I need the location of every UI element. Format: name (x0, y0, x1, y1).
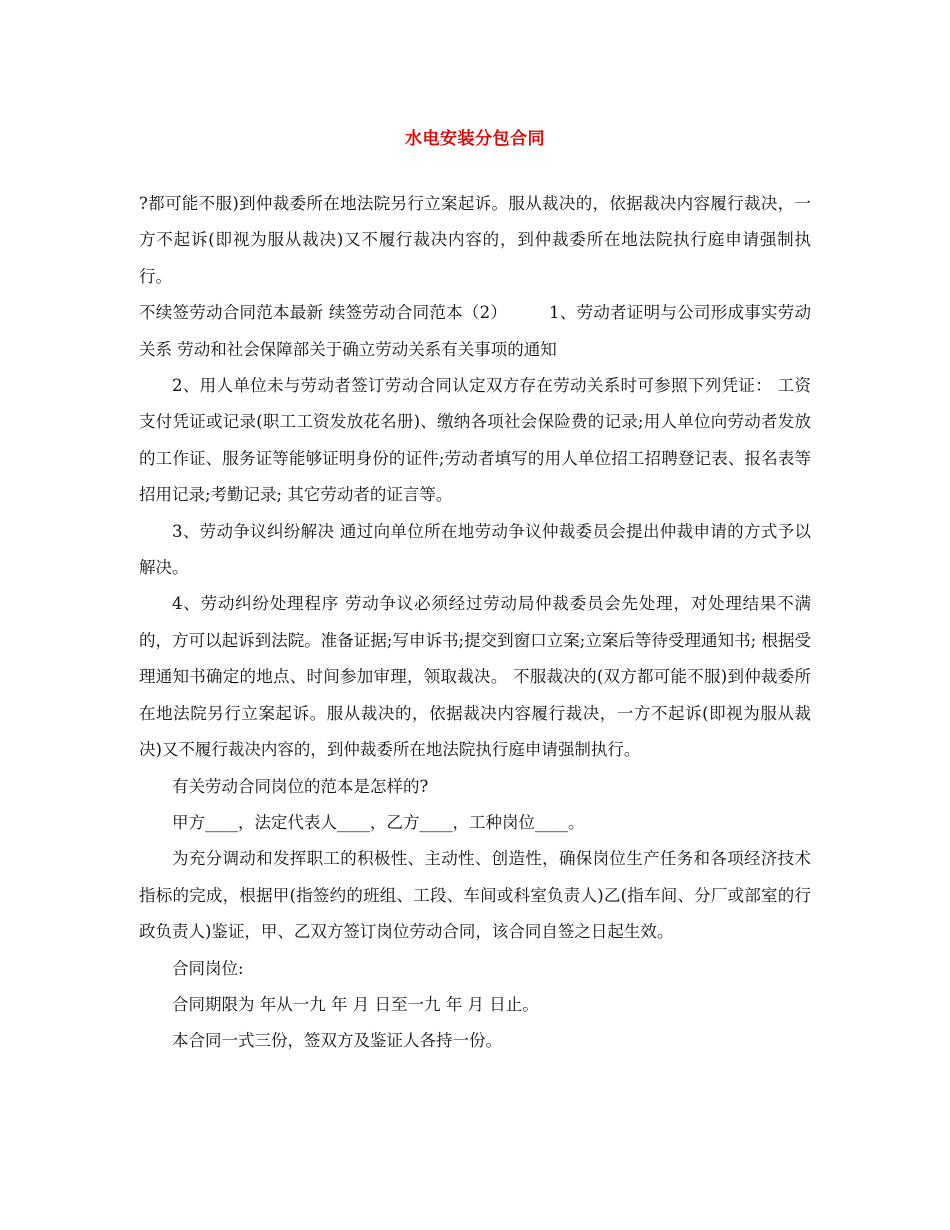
paragraph: 合同期限为 年从一九 年 月 日至一九 年 月 日止。 (172, 994, 539, 1014)
paragraph: 2、用人单位未与劳动者签订劳动合同认定双方存在劳动关系时可参照下列凭证： 工资支付凭证或记录(职工工资发放花名册)、缴纳各项社会保险费的记录;用人单位向劳动者发放的工作证、服务证等能够证明身份的证件;劳动者填写的用人单位招工招聘登记表、报名表等招用记录;考勤记录; 其它劳动者的证言等。 (139, 376, 811, 505)
paragraph: 合同岗位: (172, 958, 244, 978)
document-title: 水电安装分包合同 (405, 129, 545, 149)
paragraph: 不续签劳动合同范本最新 续签劳动合同范本（2） 1、劳动者证明与公司形成事实劳动关系 劳动和社会保障部关于确立劳动关系有关事项的通知 (139, 303, 811, 359)
paragraph: 甲方____，法定代表人____，乙方____，工种岗位____。 (172, 812, 585, 832)
paragraph: 本合同一式三份，签双方及鉴证人各持一份。 (172, 1031, 502, 1051)
paragraph: 为充分调动和发挥职工的积极性、主动性、创造性，确保岗位生产任务和各项经济技术指标的完成，根据甲(指签约的班组、工段、车间或科室负责人)乙(指车间、分厂或部室的行政负责人)鉴证，甲、乙双方签订岗位劳动合同，该合同自签之日起生效。 (139, 849, 811, 942)
document-body (139, 186, 811, 1060)
paragraph: 3、劳动争议纠纷解决 通过向单位所在地劳动争议仲裁委员会提出仲裁申请的方式予以解决。 (139, 521, 811, 578)
paragraph: 有关劳动合同岗位的范本是怎样的? (172, 776, 429, 796)
paragraph: ?都可能不服)到仲裁委所在地法院另行立案起诉。服从裁决的，依据裁决内容履行裁决，一方不起诉(即视为服从裁决)又不履行裁决内容的，到仲裁委所在地法院执行庭申请强制执行。 (139, 194, 811, 286)
paragraph: 4、劳动纠纷处理程序 劳动争议必须经过劳动局仲裁委员会先处理，对处理结果不满的，方可以起诉到法院。准备证据;写申诉书;提交到窗口立案;立案后等待受理通知书; 根据受理通知书确定的地点、时间参加审理，领取裁决。 不服裁决的(双方都可能不服)到仲裁委所在地法院另行立案起诉。服从裁决的，依据裁决内容履行裁决，一方不起诉(即视为服从裁决)又不履行裁决内容的，到仲裁委所在地法院执行庭申请强制执行。 (139, 594, 811, 760)
